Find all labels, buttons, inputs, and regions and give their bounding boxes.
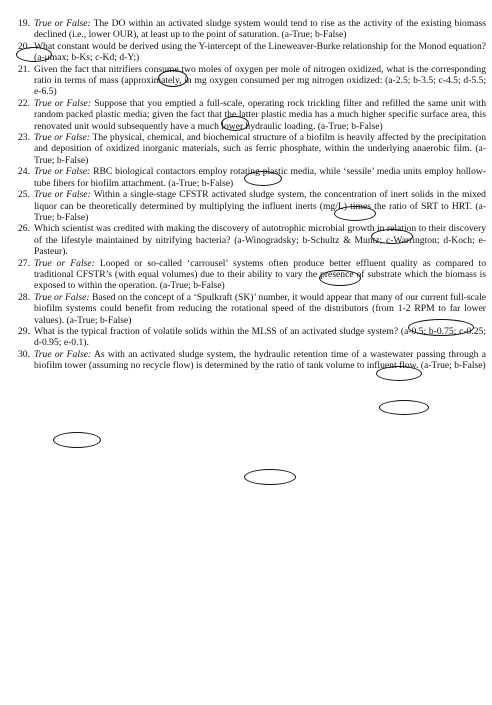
answer-circle <box>379 400 429 415</box>
question-list <box>8 18 486 372</box>
question-number: 26. <box>18 223 30 235</box>
question-20 <box>8 41 486 64</box>
question-text: As with an activated sludge system, the hydraulic retention time of a wastewater passing through a biofilm tower (assuming no recycle flow) is determined by the ratio of tank volume to influent flow. (a-True; b-False) <box>34 348 486 372</box>
question-number: 28. <box>18 291 30 303</box>
question-21 <box>8 64 486 98</box>
question-number: 22. <box>18 97 30 109</box>
tf-label: True or False: <box>34 97 92 109</box>
tf-label: True or False: <box>34 189 91 201</box>
tf-label: True or False: <box>34 257 95 269</box>
question-text: RBC biological contactors employ rotating plastic media, while ‘sessile’ media units employ hollow-tube fibers for biofilm attachment. (a-True; b-False) <box>34 166 486 189</box>
question-text: What constant would be derived using the Y-intercept of the Lineweaver-Burke relationship for the Monod equation? (a-μmax; b-Ks; c-Kd; d-Y;) <box>34 40 486 64</box>
question-text: Suppose that you emptied a full-scale, operating rock trickling filter and refilled the same unit with random packed plastic media; given the fact that the latter plastic media has a much higher specific surface area, this renovated unit would subsequently have a much lower hydraulic loading. (a-True; b-False) <box>34 97 486 132</box>
question-text: Within a single-stage CFSTR activated sludge system, the concentration of inert solids in the mixed liquor can be theoretically determined by multiplying the influent inerts (mg/L) times the ratio of SRT to HRT. (a-True; b-False) <box>34 189 486 223</box>
question-text: The DO within an activated sludge system would tend to rise as the activity of the existing biomass declined (i.e., lower OUR), at least up to the point of saturation. (a-True; b-False) <box>34 18 487 41</box>
tf-label: True or False: <box>34 132 90 144</box>
tf-label: True or False: <box>34 166 91 178</box>
question-30 <box>8 349 486 372</box>
question-text: Based on the concept of a ‘Spulkraft (SK)’ number, it would appear that many of our current full-scale biofilm systems could benefit from reducing the rotational speed of the distributors (from 1-2 RPM to far lower values). (a-True; b-False) <box>34 291 486 326</box>
question-23 <box>8 132 486 166</box>
tf-label: True or False: <box>34 348 92 360</box>
tf-label: True or False: <box>34 291 90 303</box>
question-text: Given the fact that nitrifiers consume two moles of oxygen per mole of nitrogen oxidized, what is the corresponding ratio in terms of mass (approximately, in mg oxygen consumed per mg nitrogen oxidized: (a-2.5; b-3.5; c-4.5; d-5.5; e-6.5) <box>34 63 486 98</box>
question-24 <box>8 166 486 189</box>
question-28 <box>8 292 486 326</box>
question-22 <box>8 98 486 132</box>
question-number: 20. <box>18 40 30 52</box>
question-number: 21. <box>18 63 30 75</box>
question-26 <box>8 223 486 257</box>
question-number: 19. <box>18 18 30 29</box>
question-29 <box>8 326 486 349</box>
question-19 <box>8 18 486 41</box>
question-number: 27. <box>18 257 30 269</box>
question-number: 29. <box>18 325 30 337</box>
question-text: What is the typical fraction of volatile solids within the MLSS of an activated sludge system? (a-0.5; b-0.75; c-0.25; d-0.95; e-0.1). <box>34 325 486 349</box>
question-number: 23. <box>18 132 30 144</box>
question-text: Looped or so-called ‘carrousel’ systems often produce better effluent quality as compared to traditional CFSTR’s (with equal volumes) due to their ability to vary the presence of substrate which the biomass is exposed to within the operation. (a-True; b-False) <box>34 257 487 292</box>
question-25 <box>8 189 486 223</box>
question-number: 30. <box>18 348 30 360</box>
answer-circle <box>53 432 101 448</box>
question-27 <box>8 258 486 292</box>
question-number: 24. <box>18 166 30 178</box>
question-number: 25. <box>18 189 30 201</box>
answer-circle <box>244 469 296 485</box>
question-text: The physical, chemical, and biochemical structure of a biofilm is heavily affected by the precipitation and deposition of oxidized inorganic materials, such as ferric phosphate, within the underlying anaerobic film. (a-True; b-False) <box>34 132 487 166</box>
question-text: Which scientist was credited with making the discovery of autotrophic microbial growth in relation to their discovery of the lifestyle maintained by nitrifying bacteria? (a-Winogradsky; b-Schultz & Muntz; c-Warrington; d-Koch; e-Pasteur). <box>34 223 486 258</box>
tf-label: True or False: <box>34 18 91 29</box>
